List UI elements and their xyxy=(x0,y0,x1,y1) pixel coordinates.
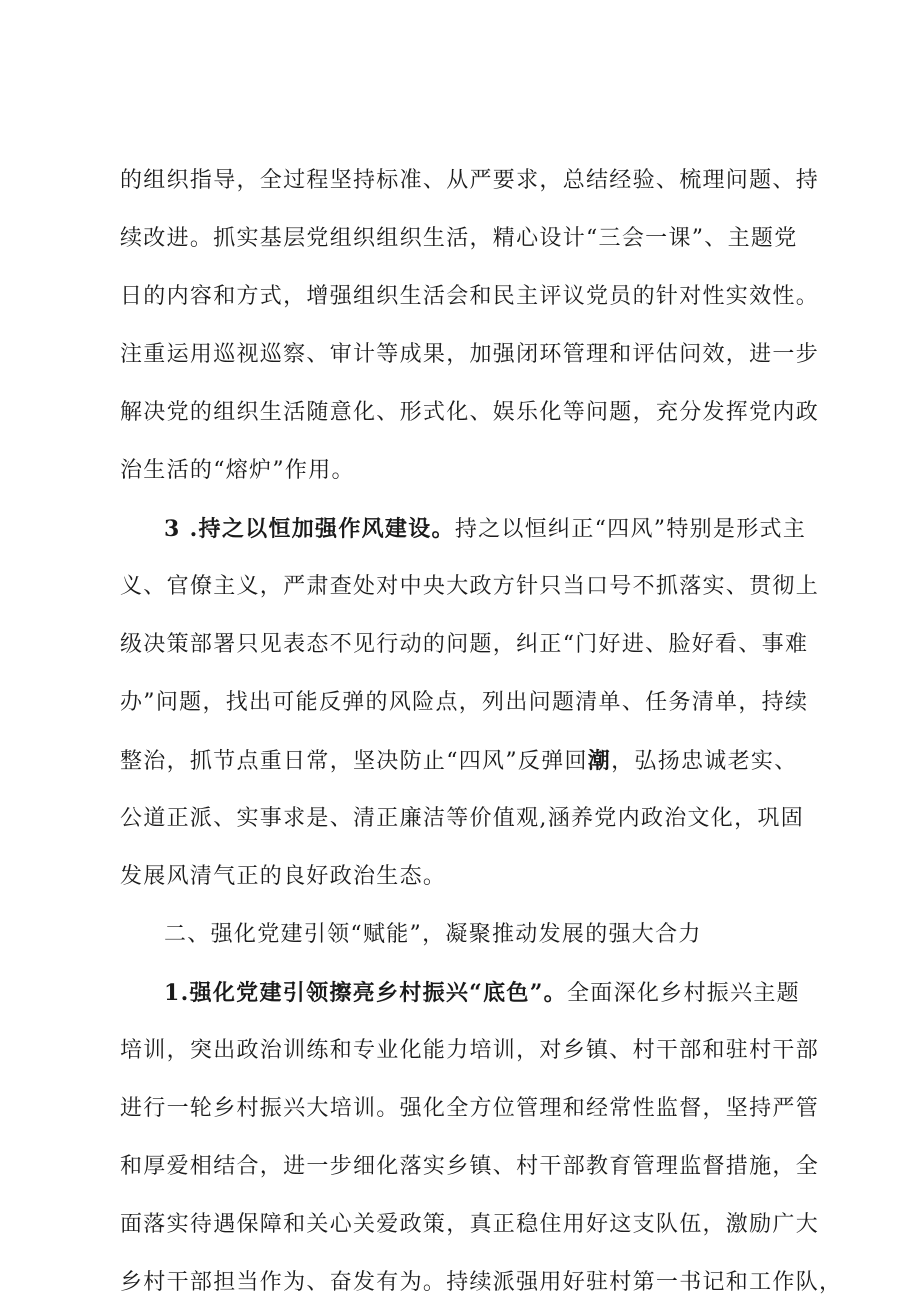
paragraph-line: 公道正派、实事求是、清正廉洁等价值观,涵养党内政治文化，巩固 xyxy=(120,806,804,831)
section-title-bold: 3 .持之以恒加强作风建设。 xyxy=(164,516,455,542)
paragraph-line xyxy=(120,746,830,777)
paragraph-line: 义、官僚主义，严肃查处对中央大政方针只当口号不抓落实、贯彻上 xyxy=(120,574,820,599)
paragraph-text: 全面深化乡村振兴主题 xyxy=(566,981,800,1006)
paragraph-text: 整治，抓节点重日常，坚决防止“四风”反弹回 xyxy=(120,749,588,774)
paragraph-line: 解决党的组织生活随意化、形式化、娱乐化等问题，充分发挥党内政 xyxy=(120,400,820,425)
paragraph-text: ，弘扬忠诚老实、 xyxy=(611,749,798,774)
paragraph-line: 进行一轮乡村振兴大培训。强化全方位管理和经常性监督，坚持严管 xyxy=(120,1096,820,1121)
paragraph-line: 和厚爱相结合，进一步细化落实乡镇、村干部教育管理监督措施，全 xyxy=(120,1154,820,1179)
paragraph-line: 办”问题，找出可能反弹的风险点，列出问题清单、任务清单，持续 xyxy=(120,690,809,715)
paragraph-line: 级决策部署只见表态不见行动的问题，纠正“门好进、脸好看、事难 xyxy=(120,632,809,657)
paragraph-line: 发展风清气正的良好政治生态。 xyxy=(120,864,447,889)
paragraph-first-line xyxy=(164,514,830,545)
section-title-bold: 1.强化党建引领擦亮乡村振兴“底色”。 xyxy=(164,980,567,1006)
paragraph-line: 续改进。抓实基层党组织组织生活，精心设计“三会一课”、主题党 xyxy=(120,226,798,251)
paragraph-line: 治生活的“熔炉”作用。 xyxy=(120,458,355,483)
paragraph-line: 的组织指导，全过程坚持标准、从严要求，总结经验、梳理问题、持 xyxy=(120,168,820,193)
paragraph-line: 注重运用巡视巡察、审计等成果，加强闭环管理和评估问效，进一步 xyxy=(120,342,820,367)
bold-character: 潮 xyxy=(587,748,612,774)
paragraph-line: 日的内容和方式，增强组织生活会和民主评议党员的针对性实效性。 xyxy=(120,284,820,309)
paragraph-line: 乡村干部担当作为、奋发有为。持续派强用好驻村第一书记和工作队， xyxy=(120,1270,843,1295)
paragraph-line: 培训，突出政治训练和专业化能力培训，对乡镇、村干部和驻村干部 xyxy=(120,1038,820,1063)
paragraph-line: 面落实待遇保障和关心关爱政策，真正稳住用好这支队伍，激励广大 xyxy=(120,1212,820,1237)
paragraph-first-line xyxy=(164,978,830,1009)
section-heading: 二、强化党建引领“赋能”，凝聚推动发展的强大合力 xyxy=(164,922,702,947)
paragraph-text: 持之以恒纠正“四风”特别是形式主 xyxy=(454,517,807,542)
